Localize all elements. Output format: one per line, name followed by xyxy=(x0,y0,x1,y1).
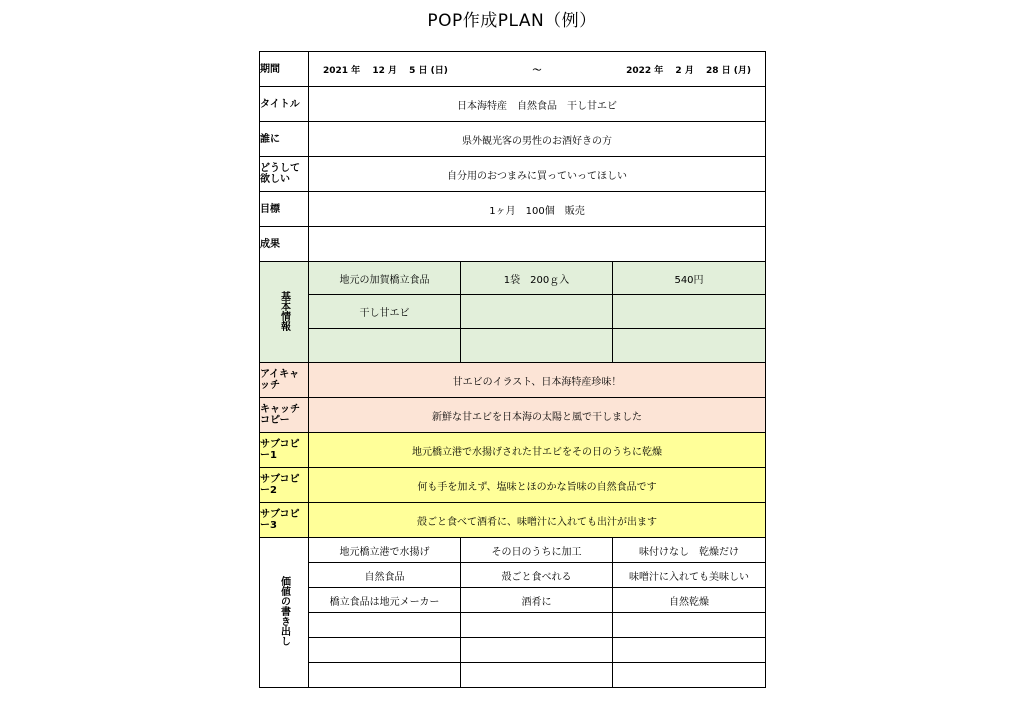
period-label: 期間 xyxy=(260,52,309,87)
value-cell xyxy=(461,638,613,663)
page-title: POP作成PLAN（例） xyxy=(427,11,597,31)
subcopy-value: 殻ごと食べて酒肴に、味噌汁に入れても出汁が出ます xyxy=(309,503,766,538)
pop-plan-table xyxy=(259,51,766,688)
value-cell: 地元橋立港で水揚げ xyxy=(309,538,461,563)
basic-info-cell xyxy=(461,295,613,329)
period-tilde: ～ xyxy=(532,65,542,76)
who-label: 誰に xyxy=(260,122,309,157)
title-value: 日本海特産 自然食品 干し甘エビ xyxy=(309,87,766,122)
basic-info-cell xyxy=(461,329,613,363)
period-end: 2022 年 2 月 28 日 (月) xyxy=(626,65,751,76)
goal-label: 目標 xyxy=(260,192,309,227)
value-cell xyxy=(309,663,461,688)
goal-value: 1ヶ月 100個 販売 xyxy=(309,192,766,227)
basic-info-cell: 540円 xyxy=(613,262,766,295)
value-cell: 味噌汁に入れても美味しい xyxy=(613,563,766,588)
subcopy-value: 地元橋立港で水揚げされた甘エビをその日のうちに乾燥 xyxy=(309,433,766,468)
subcopy-label: サブコピー1 xyxy=(260,433,309,468)
value-list-label: 価値の書き出し xyxy=(260,538,309,688)
catchcopy-value: 新鮮な甘エビを日本海の太陽と風で干しました xyxy=(309,398,766,433)
basic-info-cell xyxy=(613,329,766,363)
result-label: 成果 xyxy=(260,227,309,262)
how-label: どうして欲しい xyxy=(260,157,309,192)
value-cell xyxy=(613,638,766,663)
value-cell: 酒肴に xyxy=(461,588,613,613)
period-value xyxy=(309,52,766,87)
catchcopy-label: キャッチコピー xyxy=(260,398,309,433)
subcopy-label: サブコピー3 xyxy=(260,503,309,538)
title-label: タイトル xyxy=(260,87,309,122)
period-start: 2021 年 12 月 5 日 (日) xyxy=(323,65,448,76)
basic-info-cell: 干し甘エビ xyxy=(309,295,461,329)
basic-info-label: 基本情報 xyxy=(260,262,309,363)
value-cell xyxy=(613,663,766,688)
value-cell: 味付けなし 乾燥だけ xyxy=(613,538,766,563)
value-cell xyxy=(613,613,766,638)
value-cell xyxy=(309,613,461,638)
value-cell: 自然乾燥 xyxy=(613,588,766,613)
basic-info-cell: 1袋 200ｇ入 xyxy=(461,262,613,295)
basic-info-cell: 地元の加賀橋立食品 xyxy=(309,262,461,295)
value-cell: その日のうちに加工 xyxy=(461,538,613,563)
value-cell: 殻ごと食べれる xyxy=(461,563,613,588)
subcopy-value: 何も手を加えず、塩味とほのかな旨味の自然食品です xyxy=(309,468,766,503)
eyecatch-value: 甘エビのイラスト、日本海特産珍味！ xyxy=(309,363,766,398)
basic-info-cell xyxy=(613,295,766,329)
value-cell: 自然食品 xyxy=(309,563,461,588)
value-cell xyxy=(309,638,461,663)
basic-info-cell xyxy=(309,329,461,363)
who-value: 県外観光客の男性のお酒好きの方 xyxy=(309,122,766,157)
value-cell xyxy=(461,613,613,638)
value-cell: 橋立食品は地元メーカー xyxy=(309,588,461,613)
eyecatch-label: アイキャッチ xyxy=(260,363,309,398)
how-value: 自分用のおつまみに買っていってほしい xyxy=(309,157,766,192)
value-cell xyxy=(461,663,613,688)
subcopy-label: サブコピー2 xyxy=(260,468,309,503)
result-value xyxy=(309,227,766,262)
